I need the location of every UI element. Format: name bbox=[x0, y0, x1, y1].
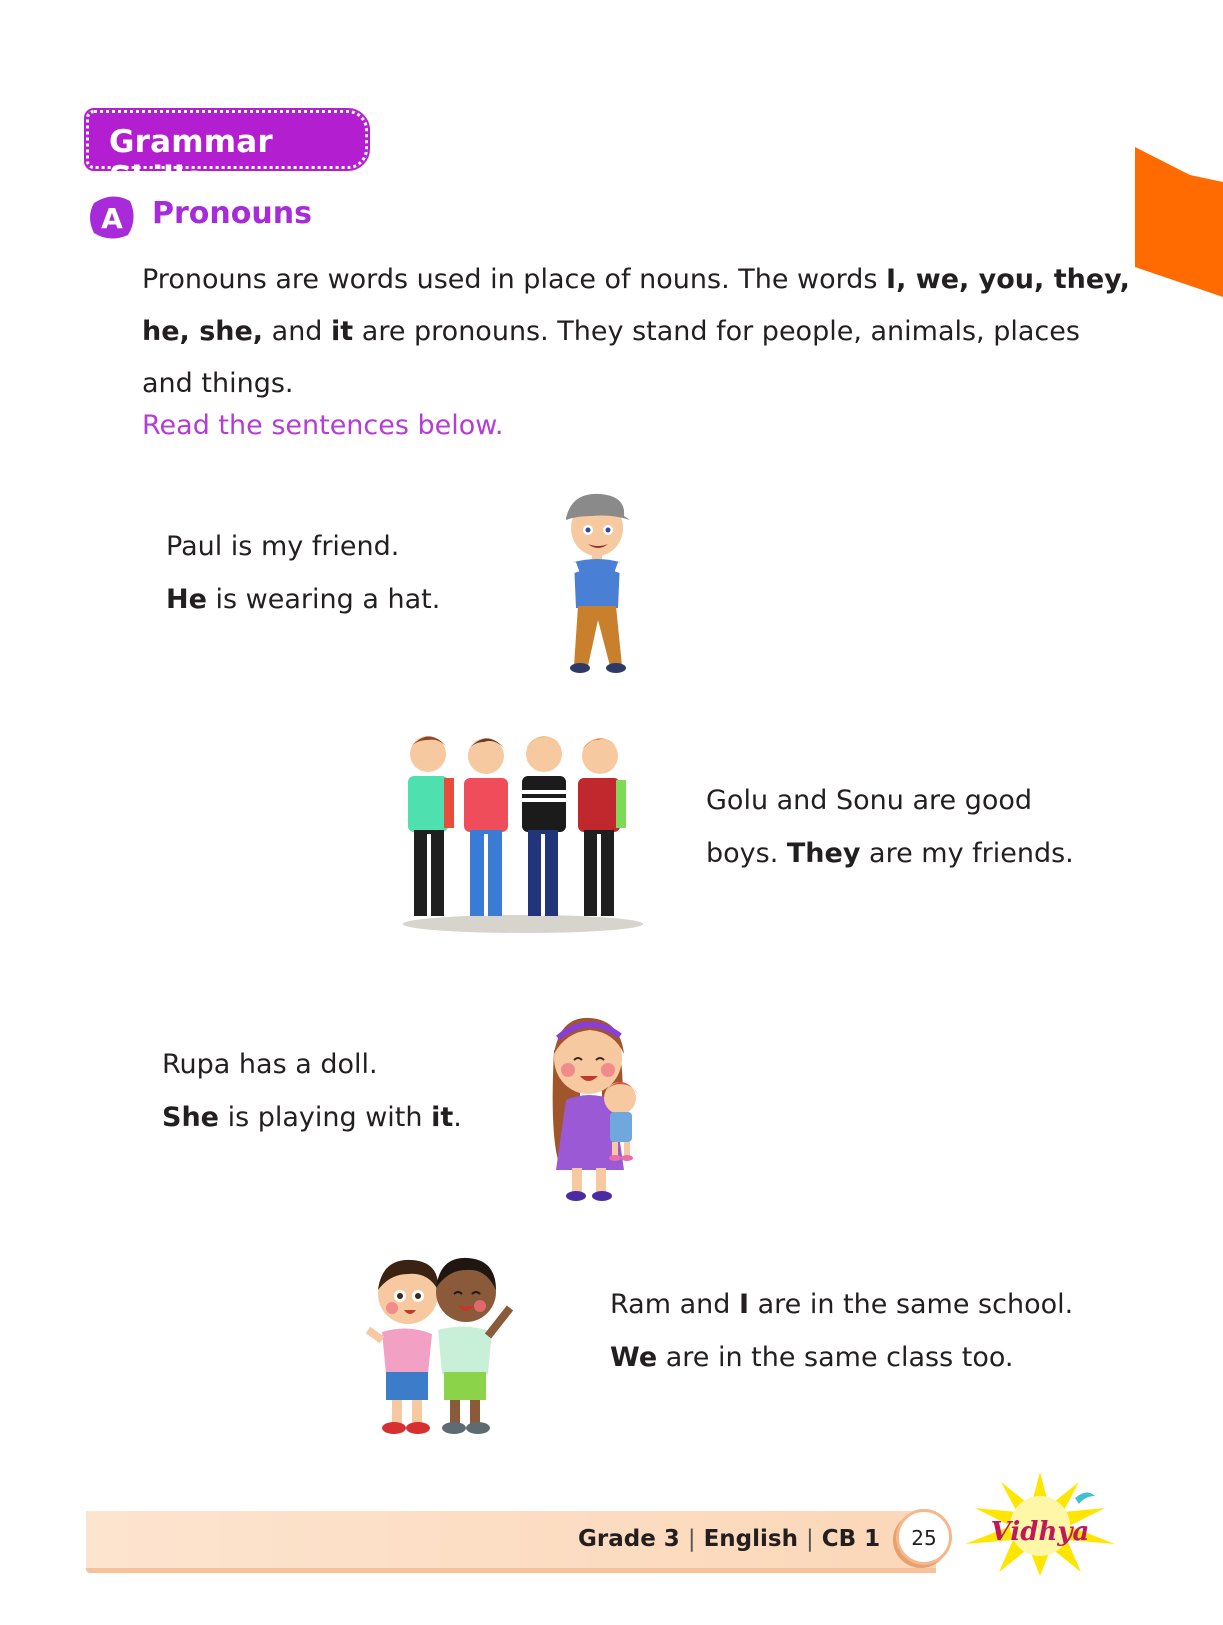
intro-line: Pronouns are words used in place of nouns. The words I, we, you, they, bbox=[142, 264, 1130, 295]
girl-hugging-doll-illustration bbox=[540, 1010, 650, 1210]
footer-book: CB 1 bbox=[821, 1526, 881, 1552]
example-1-text: Paul is my friend. He is wearing a hat. bbox=[166, 531, 441, 615]
vidhya-logo bbox=[955, 1468, 1125, 1578]
two-boys-hugging-illustration bbox=[362, 1250, 522, 1440]
footer-grade: Grade 3 bbox=[578, 1526, 680, 1552]
intro-line: and things. bbox=[142, 368, 294, 399]
grammar-skills-badge bbox=[86, 110, 368, 196]
section-title: Pronouns bbox=[152, 196, 312, 231]
example-4-text: Ram and I are in the same school. We are in the same class too. bbox=[610, 1289, 1074, 1373]
example-3-text: Rupa has a doll. She is playing with it. bbox=[162, 1049, 462, 1133]
group-of-four-boys-illustration bbox=[398, 724, 648, 934]
corner-tab-decoration bbox=[1135, 147, 1223, 297]
footer-subject: English bbox=[703, 1526, 798, 1552]
page-number-badge bbox=[896, 1509, 952, 1565]
section-letter: A bbox=[101, 202, 123, 235]
instruction-text: Read the sentences below. bbox=[142, 410, 504, 441]
vidhya-logo-text: Vidhya bbox=[990, 1517, 1090, 1547]
boy-with-hat-illustration bbox=[552, 490, 642, 675]
intro-paragraph bbox=[142, 254, 1142, 410]
badge-label: Grammar Skills bbox=[109, 124, 273, 196]
section-letter-icon bbox=[88, 193, 136, 241]
footer-book-info: Grade 3 | English | CB 1 bbox=[578, 1526, 881, 1552]
page-number: 25 bbox=[911, 1526, 937, 1550]
intro-line: he, she, and it are pronouns. They stand for people, animals, places bbox=[142, 316, 1080, 347]
example-2-text: Golu and Sonu are good boys. They are my friends. bbox=[706, 785, 1074, 869]
